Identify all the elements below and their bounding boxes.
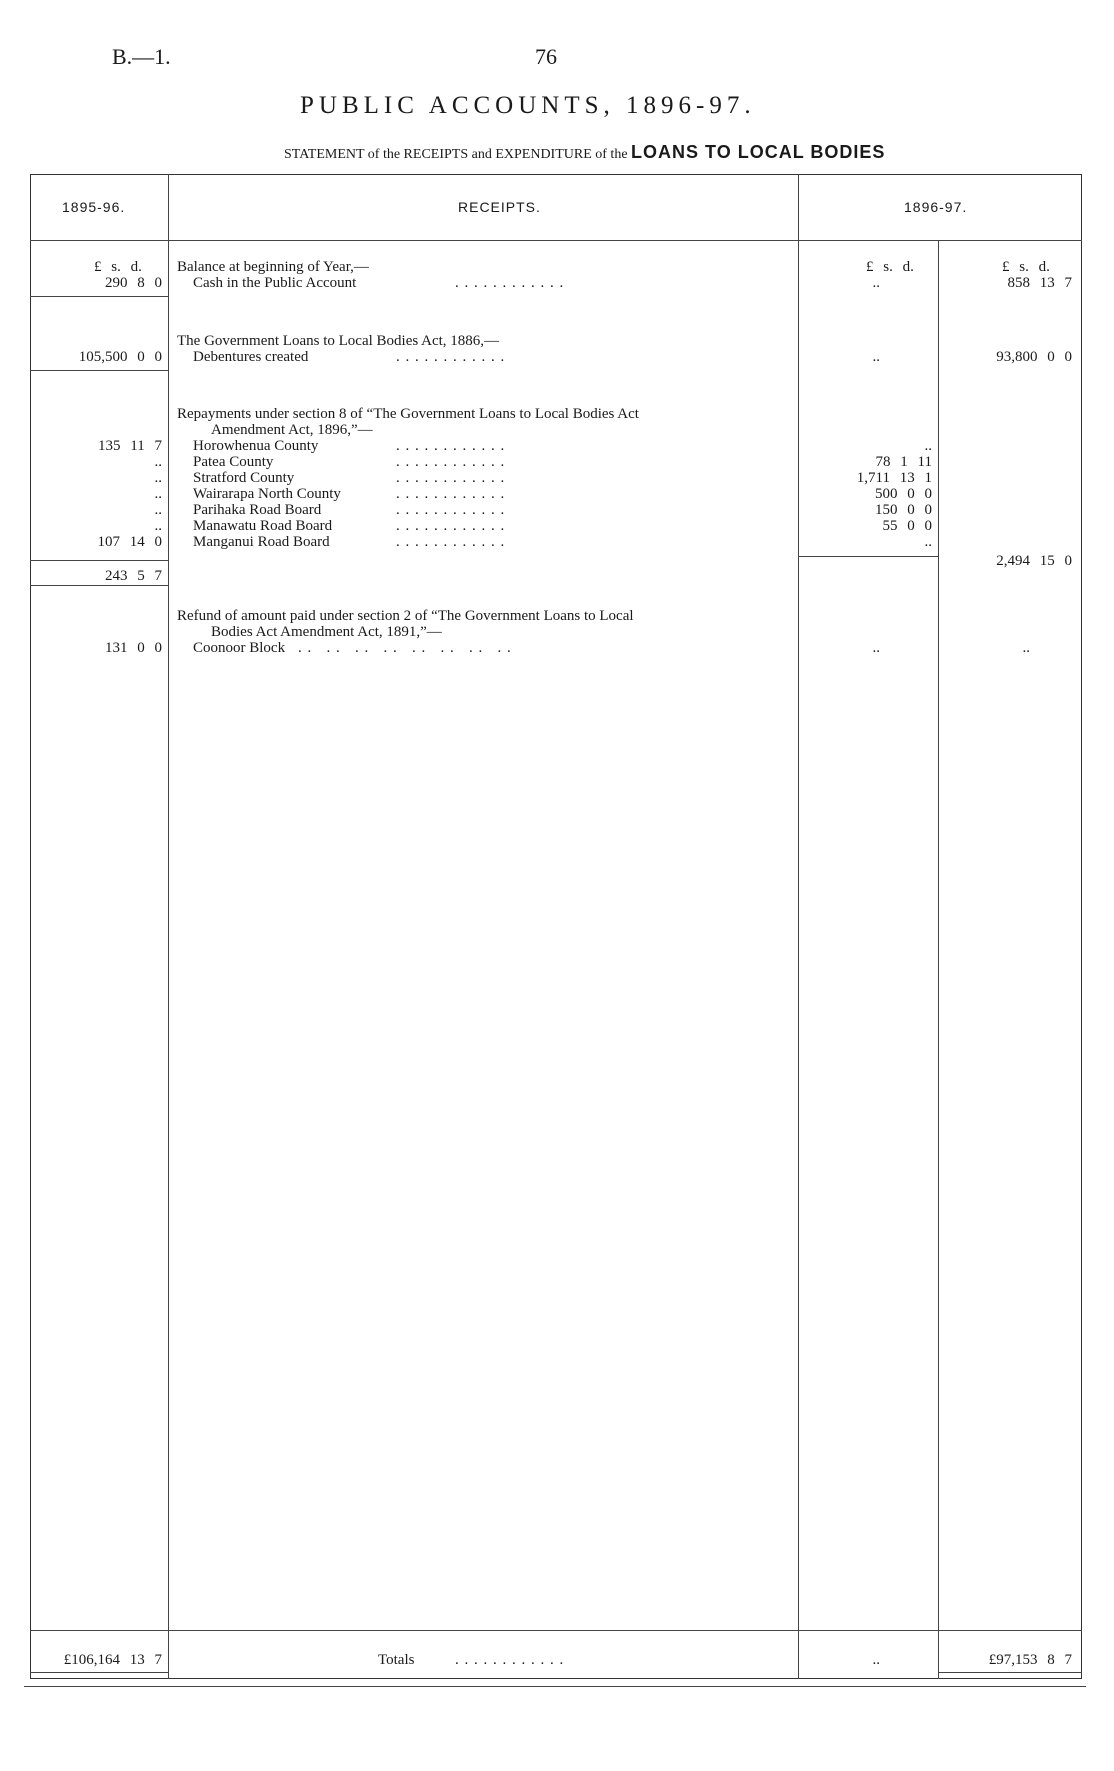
balance-prev-value: 290 8 0 [105,275,162,291]
repayment-prev-value: .. [154,518,162,534]
leader-dots: . . . . . . . . . . . . . . . . [298,640,512,656]
leader-dots: . . . . . . . . . . . . [396,518,506,534]
repayment-mid-value: .. [924,534,932,550]
refund-mid-value: .. [872,640,880,656]
loans-act-item: Debentures created [193,349,309,365]
repayment-item-name: Patea County [193,454,274,470]
totals-underline [938,1672,1082,1673]
repayment-mid-value: 78 1 11 [875,454,932,470]
bottom-double-rule [24,1686,1086,1687]
accounts-table [30,174,1082,1679]
loans-act-mid-value: .. [872,349,880,365]
repayment-item-name: Manganui Road Board [193,534,330,550]
row-rule [30,296,168,297]
totals-rule [30,1630,1082,1631]
totals-right-value: £97,153 8 7 [988,1652,1072,1668]
leader-dots: . . . . . . . . . . . . [455,1652,565,1668]
refund-right-value: .. [1022,640,1030,656]
refund-prev-value: 131 0 0 [105,640,162,656]
leader-dots: . . . . . . . . . . . . [396,486,506,502]
loans-act-right-value: 93,800 0 0 [996,349,1072,365]
row-rule [30,585,168,586]
balance-heading: Balance at beginning of Year,— [177,259,369,275]
column-divider [798,174,799,1679]
repayments-heading: Repayments under section 8 of “The Government Loans to Local Bodies Act [177,406,639,422]
subtitle-prefix: STATEMENT of the RECEIPTS and EXPENDITURE of the [284,147,628,162]
repayments-prev-total: 243 5 7 [105,568,162,584]
leader-dots: . . . . . . . . . . . . [396,454,506,470]
repayment-prev-value: .. [154,502,162,518]
repayment-item-name: Parihaka Road Board [193,502,322,518]
repayment-mid-value: 150 0 0 [875,502,932,518]
refund-heading-cont: Bodies Act Amendment Act, 1891,”— [211,624,442,640]
page-number: 76 [535,44,557,69]
balance-mid-value: .. [872,275,880,291]
totals-underline [30,1672,168,1673]
leader-dots: . . . . . . . . . . . . [455,275,565,291]
repayment-mid-value: .. [924,438,932,454]
repayments-heading-cont: Amendment Act, 1896,”— [211,422,373,438]
repayments-right-total: 2,494 15 0 [996,553,1072,569]
repayment-prev-value: 107 14 0 [97,534,162,550]
currency-header-right: £ s. d. [1002,259,1050,275]
leader-dots: . . . . . . . . . . . . [396,349,506,365]
page-title: PUBLIC ACCOUNTS, 1896-97. [300,92,756,119]
row-rule [798,556,938,557]
repayment-item-name: Manawatu Road Board [193,518,333,534]
loans-act-prev-value: 105,500 0 0 [78,349,162,365]
leader-dots: . . . . . . . . . . . . [396,470,506,486]
totals-label: Totals [378,1652,415,1668]
repayment-prev-value: .. [154,470,162,486]
column-divider [168,174,169,1679]
repayment-prev-value: .. [154,454,162,470]
refund-heading: Refund of amount paid under section 2 of “The Government Loans to Local [177,608,634,624]
column-header-1895-96: 1895-96. [62,199,126,215]
repayment-item-name: Horowhenua County [193,438,319,454]
column-header-1896-97: 1896-97. [904,199,968,215]
balance-right-value: 858 13 7 [1007,275,1072,291]
totals-mid-value: .. [872,1652,880,1668]
column-header-receipts: RECEIPTS. [458,199,541,215]
leader-dots: . . . . . . . . . . . . [396,502,506,518]
repayment-prev-value: 135 11 7 [98,438,162,454]
repayment-mid-value: 500 0 0 [875,486,932,502]
repayment-prev-value: .. [154,486,162,502]
totals-prev-value: £106,164 13 7 [63,1652,162,1668]
column-divider [938,240,939,1679]
row-rule [30,560,168,561]
balance-item: Cash in the Public Account [193,275,357,291]
row-rule [30,370,168,371]
repayment-item-name: Wairarapa North County [193,486,341,502]
repayment-item-name: Stratford County [193,470,295,486]
leader-dots: . . . . . . . . . . . . [396,534,506,550]
currency-header-prev: £ s. d. [94,259,142,275]
header-rule [30,240,1082,241]
repayment-mid-value: 55 0 0 [882,518,932,534]
loans-act-heading: The Government Loans to Local Bodies Act, 1886,— [177,333,500,349]
leader-dots: . . . . . . . . . . . . [396,438,506,454]
statement-subtitle [284,142,885,163]
subtitle-bold: LOANS TO LOCAL BODIES [631,142,886,162]
refund-item: Coonoor Block [193,640,286,656]
document-reference: B.—1. [112,44,171,69]
repayment-mid-value: 1,711 13 1 [856,470,932,486]
currency-header-mid: £ s. d. [866,259,914,275]
